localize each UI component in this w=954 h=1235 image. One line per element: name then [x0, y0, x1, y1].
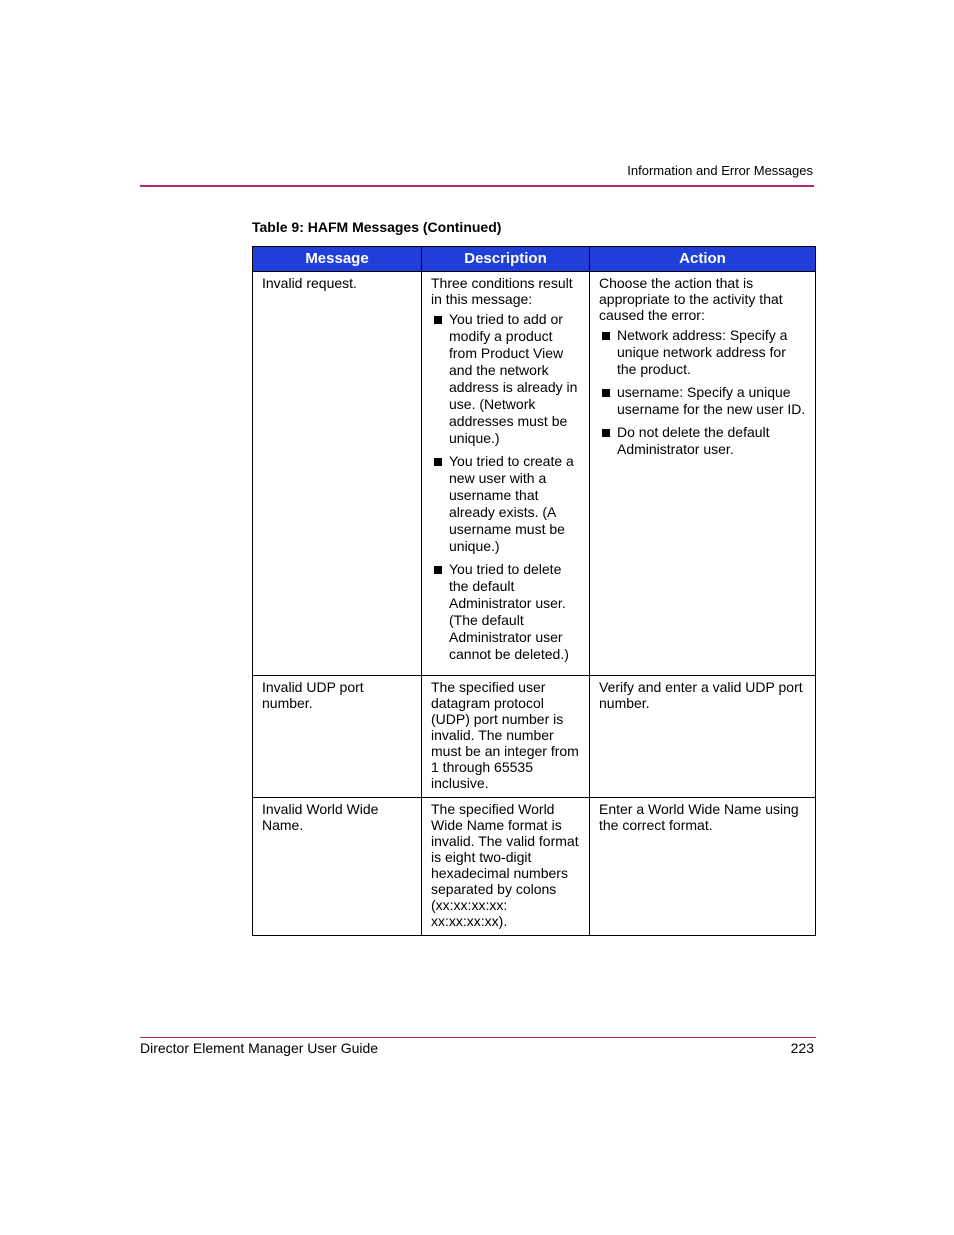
action-cell: Verify and enter a valid UDP port number.	[590, 676, 816, 798]
description-cell: The specified World Wide Name format is invalid. The valid format is eight two-digit hexadecimal numbers separated by colons (xx:xx:xx:xx: xx:xx:xx:xx).	[422, 798, 590, 936]
bullet-square-icon	[434, 566, 442, 574]
message-cell: Invalid request.	[253, 272, 422, 676]
bullet-text: Network address: Specify a unique network address for the product.	[617, 327, 788, 377]
bullet-square-icon	[434, 316, 442, 324]
bullet-square-icon	[602, 332, 610, 340]
message-cell: Invalid UDP port number.	[253, 676, 422, 798]
column-header-message: Message	[253, 247, 422, 272]
table-caption: Table 9: HAFM Messages (Continued)	[252, 219, 502, 235]
table-header-row	[253, 247, 816, 272]
bullet-square-icon	[602, 389, 610, 397]
table-row	[253, 798, 816, 936]
header-rule	[140, 185, 814, 187]
action-bullet-list	[599, 327, 809, 458]
footer-rule	[140, 1037, 816, 1038]
list-item	[599, 384, 809, 418]
table-row	[253, 676, 816, 798]
bullet-text: You tried to delete the default Administrator user. (The default Administrator user cannot be deleted.)	[449, 561, 569, 662]
list-item	[431, 561, 583, 663]
list-item	[599, 327, 809, 378]
action-cell	[590, 272, 816, 676]
description-cell	[422, 272, 590, 676]
bullet-text: username: Specify a unique username for the new user ID.	[617, 384, 806, 417]
message-cell: Invalid World Wide Name.	[253, 798, 422, 936]
column-header-description: Description	[422, 247, 590, 272]
bullet-square-icon	[434, 458, 442, 466]
description-bullet-list	[431, 311, 583, 663]
page-number: 223	[790, 1040, 814, 1056]
messages-table	[252, 246, 816, 936]
table-row	[253, 272, 816, 676]
action-cell: Enter a World Wide Name using the correct format.	[590, 798, 816, 936]
bullet-square-icon	[602, 429, 610, 437]
bullet-text: You tried to create a new user with a username that already exists. (A username must be unique.)	[449, 453, 574, 554]
footer-doc-title: Director Element Manager User Guide	[140, 1040, 379, 1056]
bullet-text: Do not delete the default Administrator user.	[617, 424, 770, 457]
description-intro: Three conditions result in this message:	[431, 275, 573, 307]
column-header-action: Action	[590, 247, 816, 272]
action-intro: Choose the action that is appropriate to the activity that caused the error:	[599, 275, 783, 323]
description-cell: The specified user datagram protocol (UDP) port number is invalid. The number must be an integer from 1 through 65535 inclusive.	[422, 676, 590, 798]
list-item	[599, 424, 809, 458]
list-item	[431, 453, 583, 555]
list-item	[431, 311, 583, 447]
running-header: Information and Error Messages	[627, 163, 813, 178]
bullet-text: You tried to add or modify a product from Product View and the network address is already in use. (Network addresses must be unique.)	[449, 311, 578, 446]
